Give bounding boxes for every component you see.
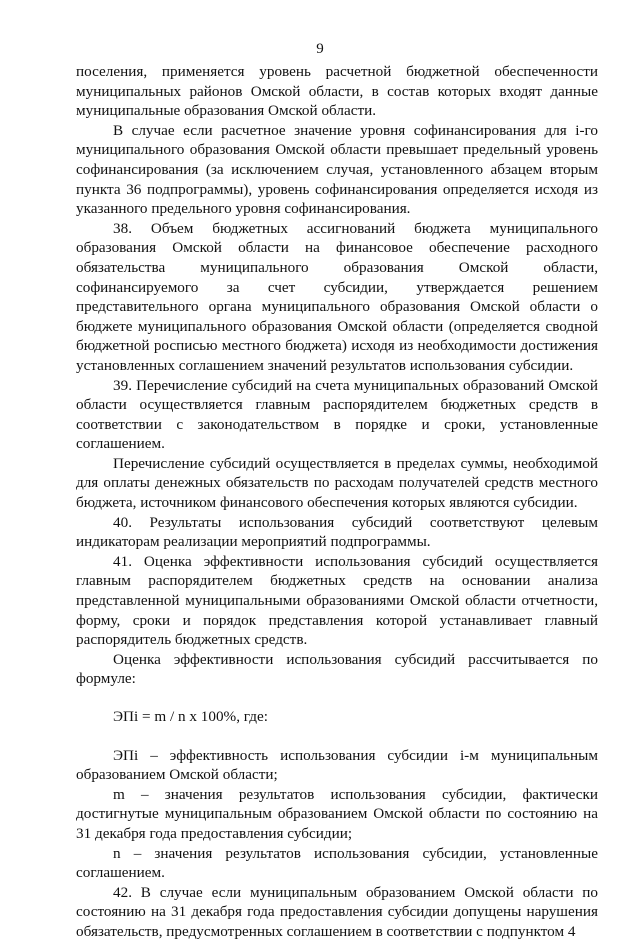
- paragraph-40: 40. Результаты использования субсидий соответствуют целевым индикаторам реализации мероприятий подпрограммы.: [76, 513, 598, 551]
- paragraph-formula-intro: Оценка эффективности использования субсидий рассчитывается по формуле:: [76, 650, 598, 688]
- paragraph-41: 41. Оценка эффективности использования субсидий осуществляется главным распорядителем бюджетных средств на основании анализа представленной муниципальными образованиями Омской области отчетности, форму, сроки и порядок представления которой устанавливает главный распорядитель бюджетных средств.: [76, 552, 598, 649]
- definition-n: n – значения результатов использования субсидии, установленные соглашением.: [76, 844, 598, 882]
- document-body: [76, 62, 598, 942]
- paragraph-42: 42. В случае если муниципальным образованием Омской области по состоянию на 31 декабря года предоставления субсидии допущены нарушения обязательств, предусмотренных соглашением в соответствии с подпунктом 4: [76, 883, 598, 940]
- definition-epi: ЭПi – эффективность использования субсидии i-м муниципальным образованием Омской области;: [76, 746, 598, 784]
- paragraph-38: 38. Объем бюджетных ассигнований бюджета муниципального образования Омской области на финансовое обеспечение расходного обязательства муниципального образования Омской области, софинансируемого за счет субсидии, утверждается решением представительного органа муниципального образования Омской области о бюджете муниципального образования Омской области (определяется сводной бюджетной росписью местного бюджета) исходя из необходимости достижения установленных соглашением значений результатов использования субсидии.: [76, 219, 598, 374]
- paragraph-transfer-limits: Перечисление субсидий осуществляется в пределах суммы, необходимой для оплаты денежных обязательств по расходам получателей средств местного бюджета, источником финансового обеспечения которых являются субсидии.: [76, 454, 598, 512]
- paragraph-cofinancing-limit: В случае если расчетное значение уровня софинансирования для i-го муниципального образования Омской области превышает предельный уровень софинансирования (за исключением случая, установленного абзацем вторым пункта 36 подпрограммы), уровень софинансирования определяется исходя из указанного предельного уровня софинансирования.: [76, 121, 598, 218]
- page-number: 9: [316, 41, 324, 57]
- paragraph-39: 39. Перечисление субсидий на счета муниципальных образований Омской области осуществляется главным распорядителем бюджетных средств в соответствии с законодательством в порядке и сроки, установленные соглашением.: [76, 376, 598, 453]
- definition-m: m – значения результатов использования субсидии, фактически достигнутые муниципальным образованием Омской области по состоянию на 31 декабря года предоставления субсидии;: [76, 785, 598, 842]
- efficiency-formula: ЭПi = m / n x 100%, где:: [113, 708, 268, 725]
- paragraph-continuation: поселения, применяется уровень расчетной бюджетной обеспеченности муниципальных районов Омской области, в состав которых входят данные муниципальные образования Омской области.: [76, 63, 598, 120]
